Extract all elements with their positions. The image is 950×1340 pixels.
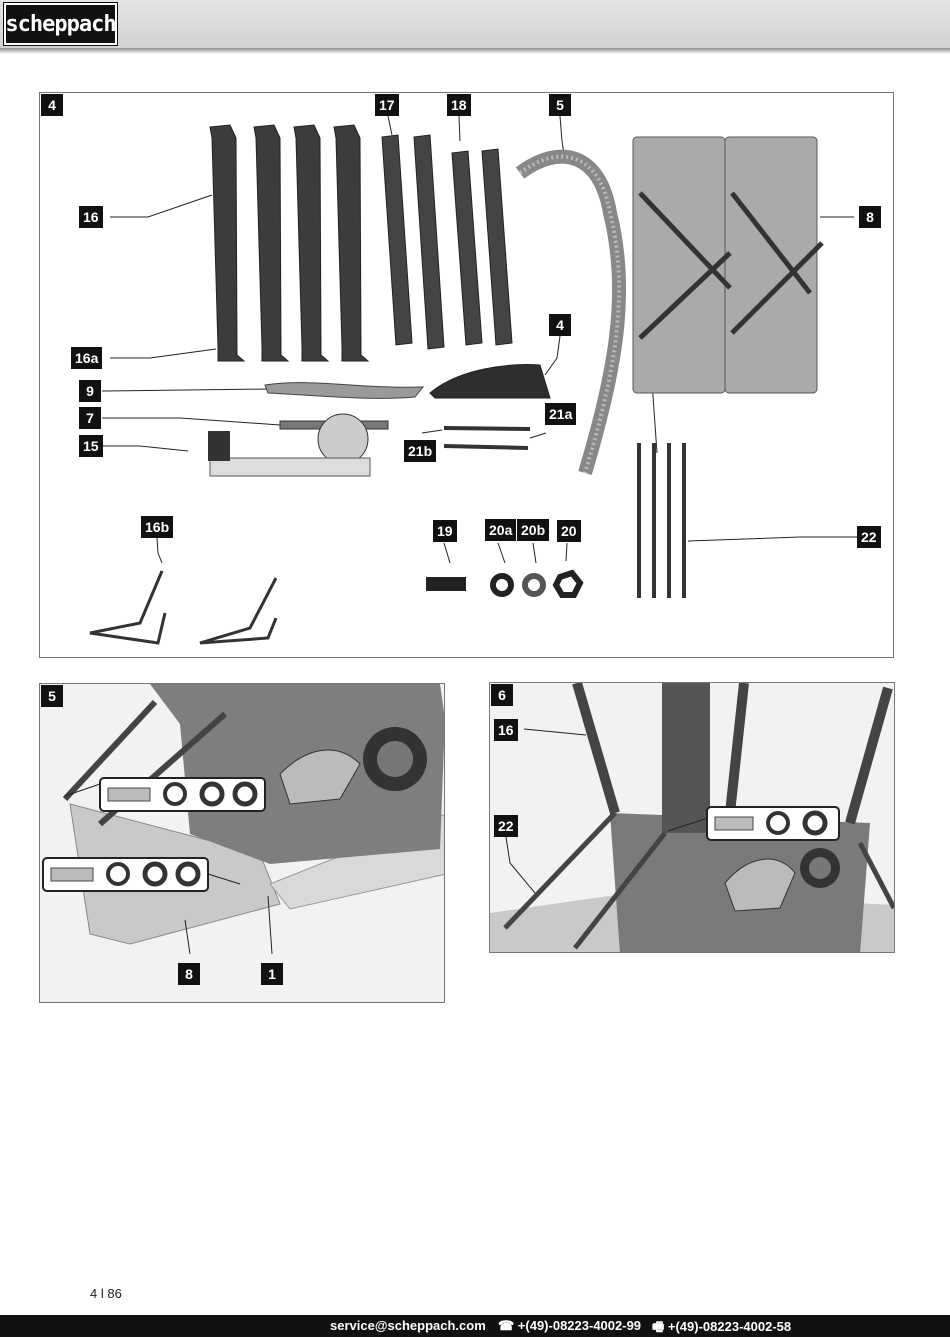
label-1: 1 [261,963,283,985]
label-16a: 16a [71,347,102,369]
figure-4-illustration [40,93,894,658]
logo-text: scheppach [5,11,116,37]
figure-number: 6 [491,684,513,706]
label-20a: 20a [485,519,516,541]
figure-5-table-extension-mounting [39,683,445,1003]
figure-6-illustration [490,683,895,953]
label-20b: 20b [517,519,549,541]
page-number: 4 l 86 [90,1286,122,1301]
label-21a: 21a [545,403,576,425]
phone-number: ☎ +(49)-08223-4002-99 [498,1318,642,1333]
scheppach-logo [4,3,117,45]
service-email: service@scheppach.com [330,1318,486,1333]
label-7: 7 [79,407,101,429]
label-8: 8 [859,206,881,228]
label-9: 9 [79,380,101,402]
label-16: 16 [494,719,518,741]
page-header [0,0,950,48]
label-22: 22 [494,815,518,837]
label-19: 19 [433,520,457,542]
label-5: 5 [549,94,571,116]
label-18: 18 [447,94,471,116]
label-20: 20 [557,520,581,542]
label-4: 4 [549,314,571,336]
header-divider [0,48,950,54]
fax-number: 🖷 +(49)-08223-4002-58 [652,1319,792,1334]
label-15: 15 [79,435,103,457]
figure-5-illustration [40,684,445,1003]
label-8: 8 [178,963,200,985]
label-22: 22 [857,526,881,548]
label-17: 17 [375,94,399,116]
figure-number: 4 [41,94,63,116]
label-16b: 16b [141,516,173,538]
label-16: 16 [79,206,103,228]
page-footer [0,1315,950,1337]
figure-6-leg-mounting [489,682,895,953]
figure-4-parts-overview [39,92,894,658]
label-21b: 21b [404,440,436,462]
figure-number: 5 [41,685,63,707]
